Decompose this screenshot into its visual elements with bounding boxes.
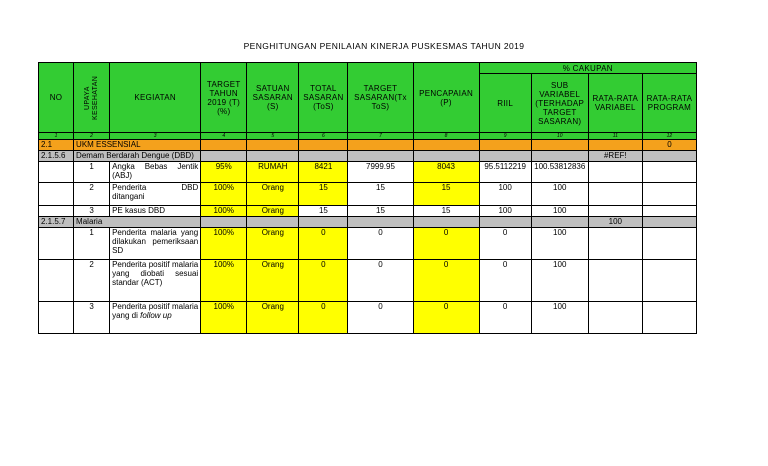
kinerja-table: [38, 62, 697, 334]
table-row: 1 Angka Bebas Jentik (ABJ) 95% RUMAH 8421 7999.95 8043 95.5112219 100.53812836: [39, 162, 697, 183]
table-row: 3 Penderita positif malaria yang di follow up 100% Orang 0 0 0 0 100: [39, 302, 697, 334]
table-row: 1 Penderita malaria yang dilakukan pemeriksaan SD 100% Orang 0 0 0 0 100: [39, 228, 697, 260]
header-cakupan: % CAKUPAN: [479, 63, 696, 74]
header-riil: RIIL: [479, 74, 531, 133]
header-sub-variabel: SUB VARIABEL (TERHADAP TARGET SASARAN): [531, 74, 588, 133]
section-row: 2.1 UKM ESSENSIAL 0: [39, 140, 697, 151]
header-total: TOTAL SASARAN (ToS): [299, 63, 348, 133]
header-rata-program: RATA-RATA PROGRAM: [642, 74, 696, 133]
page-title: PENGHITUNGAN PENILAIAN KINERJA PUSKESMAS TAHUN 2019: [243, 41, 525, 51]
header-pencapaian: PENCAPAIAN (P): [413, 63, 479, 133]
table-row: 2 Penderita DBD ditangani 100% Orang 15 15 15 100 100: [39, 183, 697, 206]
subsection-row: 2.1.5.6 Demam Berdarah Dengue (DBD) #REF!: [39, 151, 697, 162]
column-number-row: 1 2 3 4 5 6 7 8 9 10 11 12: [39, 133, 697, 140]
table-row: 3 PE kasus DBD 100% Orang 15 15 15 100 100: [39, 206, 697, 217]
subsection-row: 2.1.5.7 Malaria 100: [39, 217, 697, 228]
table-row: 2 Penderita positif malaria yang diobati sesuai standar (ACT) 100% Orang 0 0 0 0 100: [39, 260, 697, 302]
header-rata-variabel: RATA-RATA VARIABEL: [588, 74, 642, 133]
header-kegiatan: KEGIATAN: [110, 63, 201, 133]
header-satuan: SATUAN SASARAN (S): [247, 63, 299, 133]
header-upaya: UPAYA KESEHATAN: [74, 63, 110, 133]
header-no: NO: [39, 63, 74, 133]
header-target-sasaran: TARGET SASARAN(Tx ToS): [348, 63, 413, 133]
header-target-tahun: TARGET TAHUN 2019 (T) (%): [201, 63, 247, 133]
